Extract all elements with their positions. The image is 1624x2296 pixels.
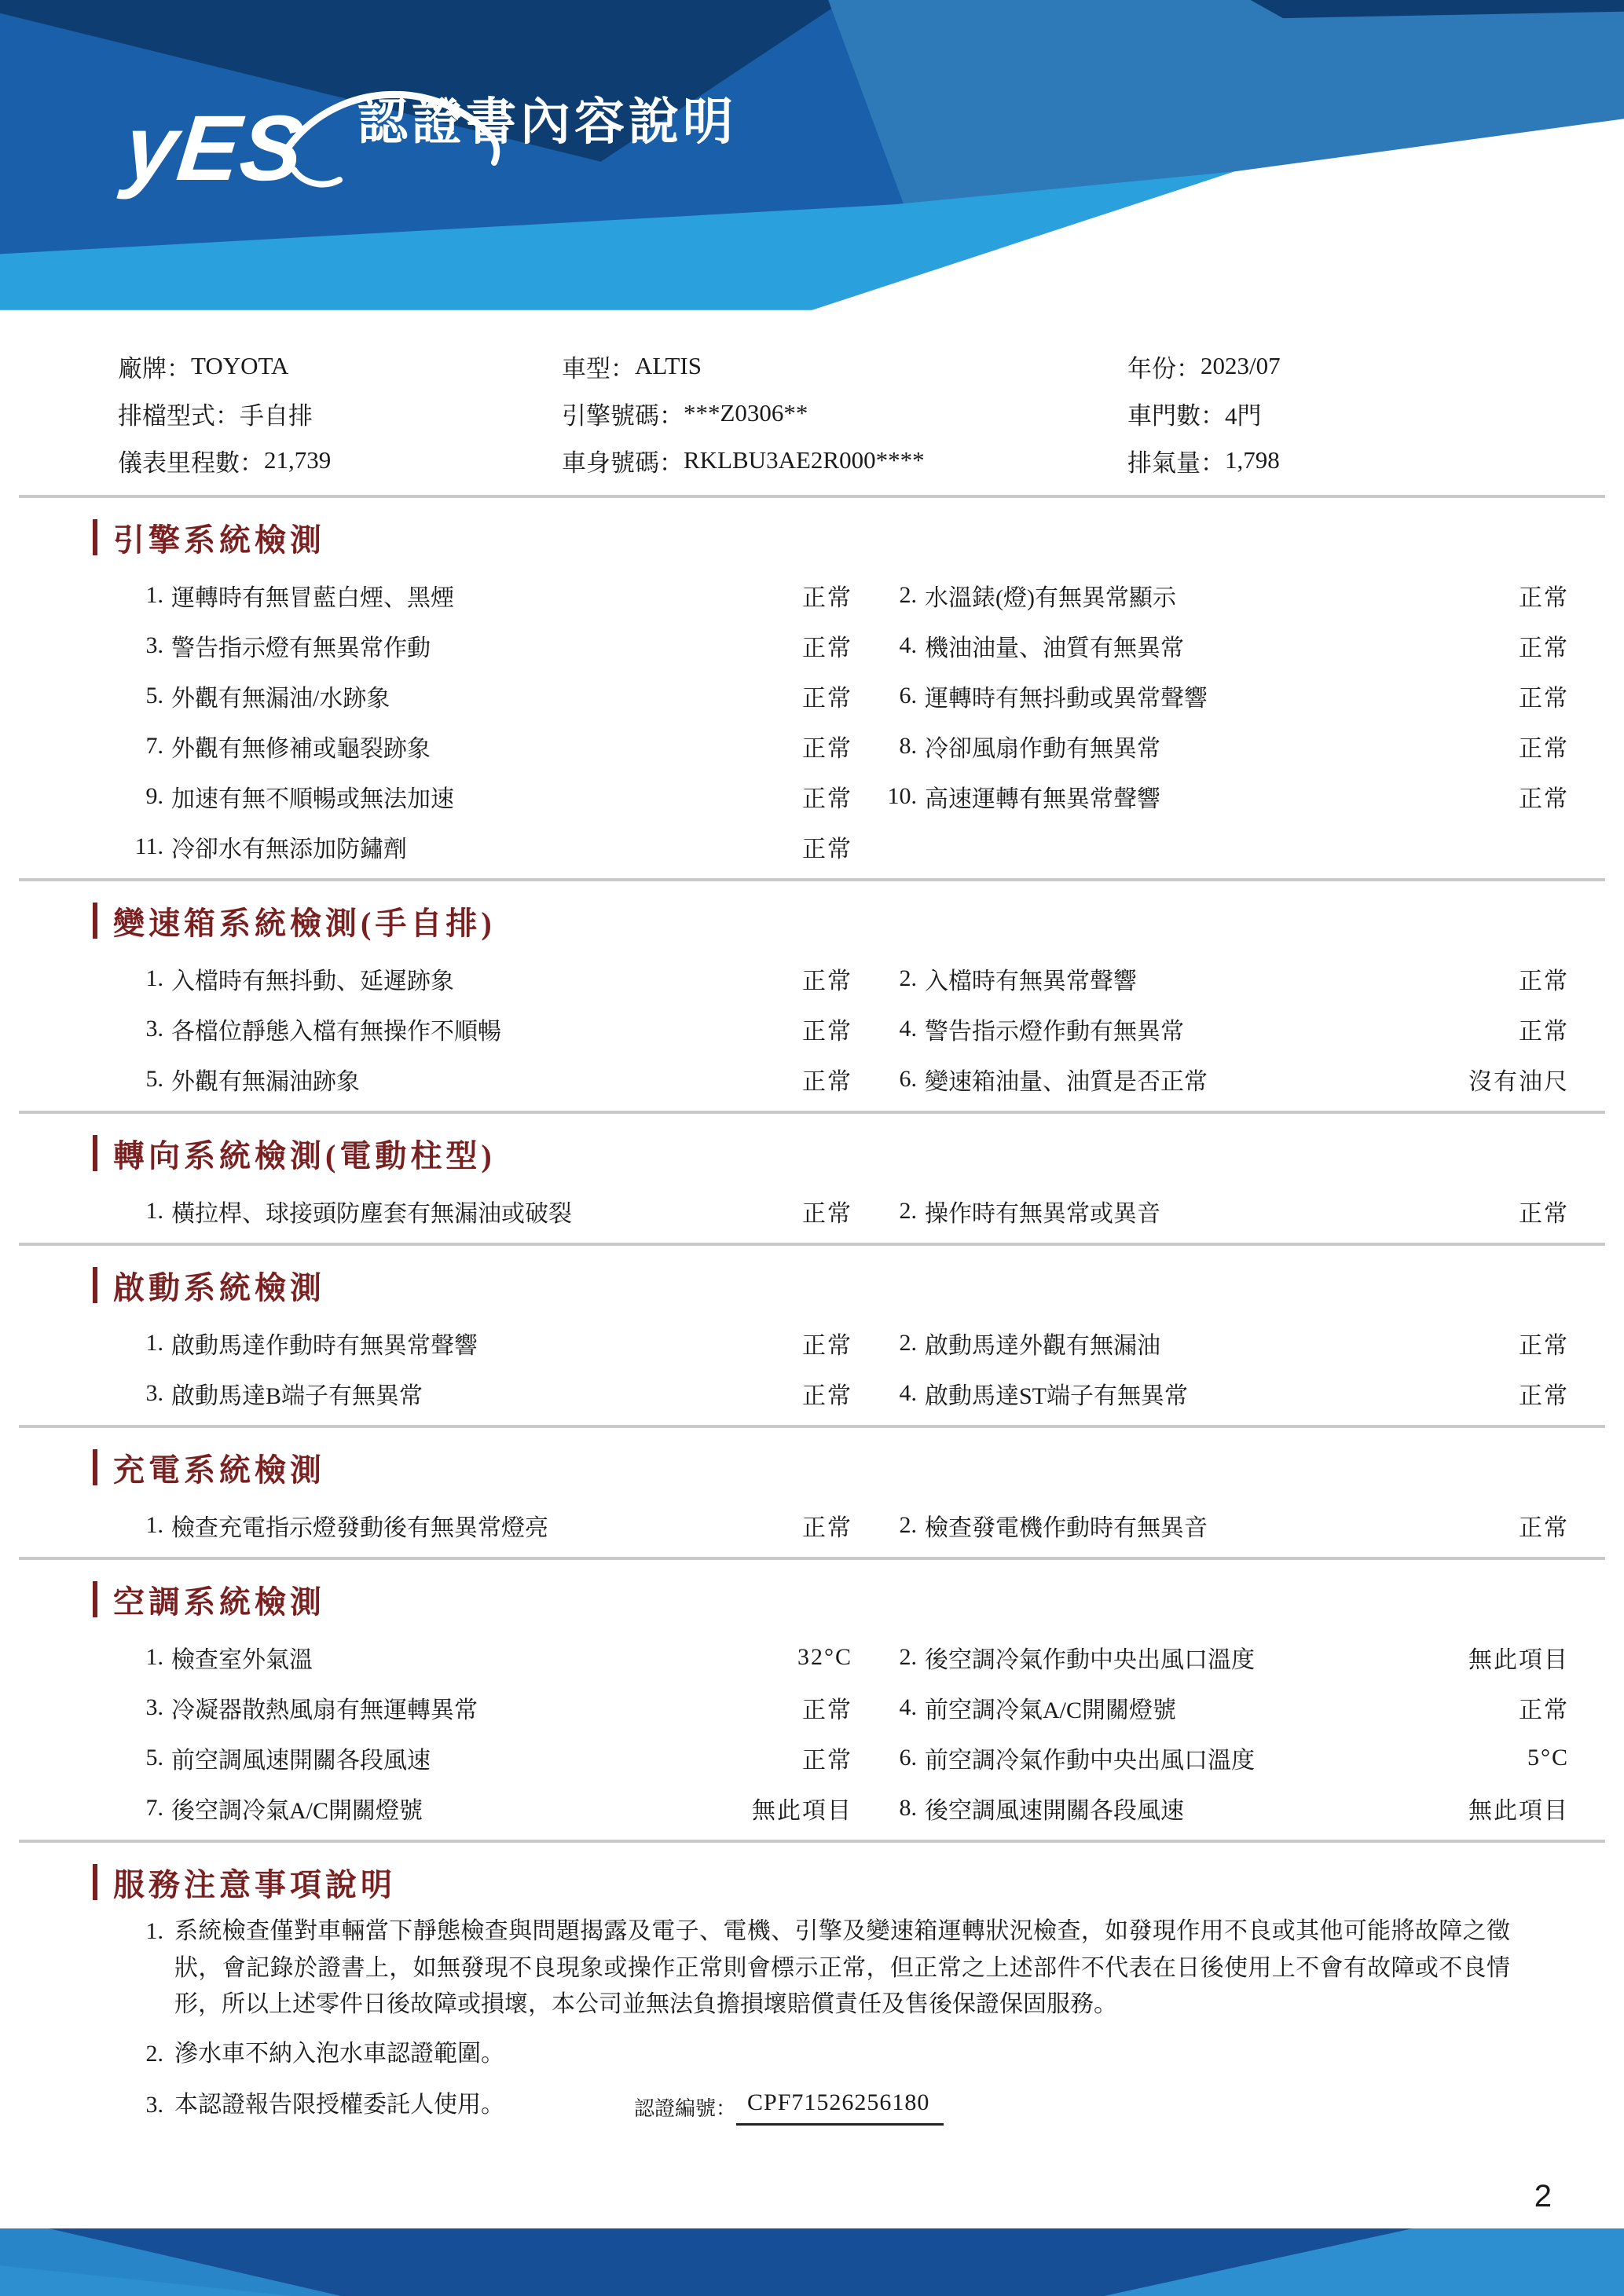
inspection-item bbox=[871, 771, 1569, 822]
item-number: 1. bbox=[145, 1198, 163, 1224]
inspection-item bbox=[871, 721, 1569, 771]
item-label: 冷卻水有無添加防鏽劑 bbox=[171, 837, 407, 862]
item-label: 啟動馬達作動時有無異常聲響 bbox=[171, 1333, 478, 1359]
inspection-item bbox=[871, 1054, 1569, 1104]
item-number: 7. bbox=[145, 733, 163, 759]
inspection-item bbox=[871, 1632, 1569, 1683]
vehicle-info-field bbox=[1127, 390, 1577, 437]
certificate-number-field bbox=[634, 2085, 944, 2126]
section-divider bbox=[19, 1840, 1605, 1843]
item-status: 正常 bbox=[802, 736, 852, 762]
item-label: 前空調風速開關各段風速 bbox=[171, 1748, 431, 1774]
note-text: 本認證報告限授權委託人使用。 bbox=[174, 2091, 504, 2118]
section-divider bbox=[19, 878, 1605, 881]
page-title: 認證書內容說明 bbox=[357, 93, 737, 150]
vehicle-info-field bbox=[118, 342, 562, 390]
item-number: 8. bbox=[899, 733, 917, 759]
item-label: 啟動馬達ST端子有無異常 bbox=[925, 1383, 1189, 1409]
section-divider bbox=[19, 1111, 1605, 1114]
inspection-item bbox=[118, 1368, 852, 1419]
item-label: 高速運轉有無異常聲響 bbox=[925, 786, 1160, 812]
item-status: 5°C bbox=[1527, 1745, 1569, 1771]
item-label: 入檔時有無異常聲響 bbox=[925, 969, 1137, 994]
inspection-item bbox=[118, 1318, 852, 1368]
inspection-item bbox=[118, 1004, 852, 1054]
item-status: 正常 bbox=[1519, 736, 1569, 762]
item-label: 運轉時有無冒藍白煙、黑煙 bbox=[171, 585, 454, 611]
info-value: ALTIS bbox=[635, 352, 702, 379]
section-items-engine bbox=[0, 566, 1624, 872]
section-title-bar bbox=[93, 519, 97, 555]
inspection-item bbox=[871, 570, 1569, 621]
item-label: 操作時有無異常或異音 bbox=[925, 1201, 1160, 1227]
item-number: 2. bbox=[899, 1198, 917, 1224]
inspection-item bbox=[871, 1318, 1569, 1368]
item-number: 7. bbox=[145, 1795, 163, 1821]
inspection-item bbox=[118, 671, 852, 721]
service-note bbox=[118, 2036, 1545, 2073]
item-label: 冷凝器散熱風扇有無運轉異常 bbox=[171, 1697, 478, 1723]
inspection-item bbox=[118, 1054, 852, 1104]
item-status: 正常 bbox=[1519, 786, 1569, 812]
item-label: 外觀有無修補或龜裂跡象 bbox=[171, 736, 431, 762]
info-value: 手自排 bbox=[240, 401, 313, 430]
section-title-bar bbox=[93, 1135, 97, 1171]
vehicle-info-field bbox=[118, 390, 562, 437]
section-items-ac bbox=[0, 1628, 1624, 1833]
vehicle-info-field bbox=[1127, 437, 1577, 484]
item-number: 10. bbox=[887, 783, 917, 809]
note-text: 滲水車不納入泡水車認證範圍。 bbox=[174, 2040, 504, 2067]
page-number: 2 bbox=[1534, 2179, 1552, 2214]
vehicle-info-column-1 bbox=[118, 342, 562, 484]
item-status: 正常 bbox=[802, 837, 852, 862]
vehicle-info-field bbox=[562, 437, 1127, 484]
item-number: 2. bbox=[899, 1330, 917, 1356]
item-status: 正常 bbox=[802, 1515, 852, 1541]
section-items-charging bbox=[0, 1496, 1624, 1551]
item-label: 冷卻風扇作動有無異常 bbox=[925, 736, 1160, 762]
vehicle-info-column-2 bbox=[562, 342, 1127, 484]
section-title-text: 服務注意事項說明 bbox=[113, 1866, 396, 1902]
item-status: 無此項目 bbox=[1468, 1798, 1569, 1824]
inspection-item bbox=[118, 1632, 852, 1683]
vehicle-info-column-3 bbox=[1127, 342, 1577, 484]
item-status: 正常 bbox=[1519, 1383, 1569, 1409]
item-status: 正常 bbox=[802, 786, 852, 812]
inspection-item bbox=[871, 1186, 1569, 1236]
item-label: 檢查充電指示燈發動後有無異常燈亮 bbox=[171, 1515, 548, 1541]
item-label: 警告指示燈作動有無異常 bbox=[925, 1019, 1184, 1045]
vehicle-info-field bbox=[562, 342, 1127, 390]
section-title-starter bbox=[0, 1266, 1624, 1304]
vehicle-info-field bbox=[1127, 342, 1577, 390]
item-status: 正常 bbox=[802, 1019, 852, 1045]
note-number: 2. bbox=[145, 2040, 163, 2067]
item-status: 正常 bbox=[802, 585, 852, 611]
info-value: 1,798 bbox=[1225, 446, 1280, 474]
inspection-item bbox=[871, 1733, 1569, 1783]
item-status: 正常 bbox=[1519, 1201, 1569, 1227]
section-divider bbox=[19, 1425, 1605, 1428]
item-number: 1. bbox=[145, 1512, 163, 1538]
inspection-item bbox=[871, 1683, 1569, 1733]
inspection-item bbox=[118, 771, 852, 822]
page-footer bbox=[0, 2228, 1624, 2296]
info-value: 4門 bbox=[1225, 401, 1262, 430]
item-status: 正常 bbox=[802, 1069, 852, 1095]
info-value: 2023/07 bbox=[1201, 352, 1281, 379]
item-status: 正常 bbox=[1519, 1333, 1569, 1359]
item-number: 4. bbox=[899, 632, 917, 658]
item-label: 各檔位靜態入檔有無操作不順暢 bbox=[171, 1019, 501, 1045]
info-label: 車門數： bbox=[1127, 401, 1225, 430]
item-label: 運轉時有無抖動或異常聲響 bbox=[925, 686, 1208, 712]
item-number: 4. bbox=[899, 1016, 917, 1042]
section-title-engine bbox=[0, 518, 1624, 556]
inspection-item bbox=[871, 671, 1569, 721]
item-status: 正常 bbox=[802, 635, 852, 661]
item-number: 3. bbox=[145, 632, 163, 658]
item-number: 2. bbox=[899, 1512, 917, 1538]
section-title-text: 引擎系統檢測 bbox=[113, 522, 325, 558]
item-label: 加速有無不順暢或無法加速 bbox=[171, 786, 454, 812]
inspection-item bbox=[118, 954, 852, 1004]
info-label: 年份： bbox=[1127, 354, 1201, 383]
section-divider bbox=[19, 1557, 1605, 1560]
section-items-steering bbox=[0, 1181, 1624, 1236]
info-value: ***Z0306** bbox=[684, 399, 808, 427]
item-number: 1. bbox=[145, 582, 163, 608]
section-title-steering bbox=[0, 1134, 1624, 1172]
inspection-item bbox=[871, 1783, 1569, 1833]
certificate-number-label: 認證編號： bbox=[634, 2097, 737, 2121]
info-label: 儀表里程數： bbox=[118, 449, 264, 477]
inspection-item bbox=[118, 721, 852, 771]
section-title-bar bbox=[93, 1449, 97, 1485]
inspection-item bbox=[871, 954, 1569, 1004]
inspection-item bbox=[118, 1683, 852, 1733]
item-number: 5. bbox=[145, 683, 163, 709]
item-number: 2. bbox=[899, 1644, 917, 1670]
certificate-body bbox=[0, 330, 1624, 2138]
vehicle-info bbox=[0, 330, 1624, 489]
item-number: 9. bbox=[145, 783, 163, 809]
info-value: TOYOTA bbox=[191, 352, 289, 379]
item-status: 無此項目 bbox=[752, 1798, 852, 1824]
section-items-starter bbox=[0, 1313, 1624, 1419]
item-number: 6. bbox=[899, 1066, 917, 1092]
section-title-bar bbox=[93, 1864, 97, 1900]
item-label: 水溫錶(燈)有無異常顯示 bbox=[925, 585, 1176, 611]
item-number: 3. bbox=[145, 1694, 163, 1720]
item-status: 正常 bbox=[1519, 969, 1569, 994]
item-status: 正常 bbox=[802, 686, 852, 712]
item-label: 啟動馬達B端子有無異常 bbox=[171, 1383, 423, 1409]
inspection-item bbox=[118, 1500, 852, 1551]
item-number: 1. bbox=[145, 1644, 163, 1670]
inspection-item bbox=[118, 1186, 852, 1236]
item-label: 前空調冷氣作動中央出風口溫度 bbox=[925, 1748, 1255, 1774]
inspection-item bbox=[871, 621, 1569, 671]
item-status: 正常 bbox=[1519, 635, 1569, 661]
item-status: 正常 bbox=[802, 1333, 852, 1359]
item-status: 正常 bbox=[1519, 585, 1569, 611]
item-status: 正常 bbox=[802, 1748, 852, 1774]
section-title-text: 變速箱系統檢測(手自排) bbox=[113, 905, 496, 941]
section-items-transmission bbox=[0, 949, 1624, 1104]
info-label: 排檔型式： bbox=[118, 401, 240, 430]
section-title-bar bbox=[93, 903, 97, 939]
info-label: 車身號碼： bbox=[562, 449, 684, 477]
item-number: 5. bbox=[145, 1745, 163, 1771]
info-label: 廠牌： bbox=[118, 354, 191, 383]
section-divider bbox=[19, 495, 1605, 498]
item-label: 後空調冷氣A/C開關燈號 bbox=[171, 1798, 423, 1824]
item-label: 檢查室外氣溫 bbox=[171, 1647, 313, 1673]
note-number: 3. bbox=[145, 2091, 163, 2118]
inspection-item bbox=[118, 570, 852, 621]
section-title-charging bbox=[0, 1448, 1624, 1486]
item-label: 入檔時有無抖動、延遲跡象 bbox=[171, 969, 454, 994]
item-label: 外觀有無漏油/水跡象 bbox=[171, 686, 390, 712]
section-title-transmission bbox=[0, 902, 1624, 939]
page-header bbox=[0, 0, 1624, 330]
service-notes bbox=[0, 1910, 1624, 2126]
item-status: 正常 bbox=[802, 969, 852, 994]
item-status: 32°C bbox=[797, 1644, 852, 1670]
inspection-item bbox=[871, 1368, 1569, 1419]
info-value: RKLBU3AE2R000**** bbox=[684, 446, 925, 474]
item-label: 後空調風速開關各段風速 bbox=[925, 1798, 1184, 1824]
section-title-text: 充電系統檢測 bbox=[113, 1452, 325, 1488]
item-label: 橫拉桿、球接頭防塵套有無漏油或破裂 bbox=[171, 1201, 572, 1227]
section-title-bar bbox=[93, 1267, 97, 1303]
item-status: 正常 bbox=[802, 1697, 852, 1723]
section-title-ac bbox=[0, 1580, 1624, 1618]
item-label: 檢查發電機作動時有無異音 bbox=[925, 1515, 1208, 1541]
vehicle-info-field bbox=[562, 390, 1127, 437]
section-title-text: 轉向系統檢測(電動柱型) bbox=[113, 1137, 496, 1174]
item-number: 1. bbox=[145, 1330, 163, 1356]
item-label: 前空調冷氣A/C開關燈號 bbox=[925, 1697, 1177, 1723]
item-status: 正常 bbox=[1519, 1019, 1569, 1045]
section-divider bbox=[19, 1243, 1605, 1246]
item-number: 8. bbox=[899, 1795, 917, 1821]
section-title-service-notes bbox=[0, 1863, 1624, 1901]
info-label: 車型： bbox=[562, 354, 635, 383]
item-label: 機油油量、油質有無異常 bbox=[925, 635, 1184, 661]
certificate-number-value: CPF71526256180 bbox=[736, 2085, 944, 2126]
section-title-text: 空調系統檢測 bbox=[113, 1584, 325, 1620]
vehicle-info-field bbox=[118, 437, 562, 484]
service-note bbox=[118, 2085, 1545, 2126]
item-status: 正常 bbox=[802, 1201, 852, 1227]
item-number: 4. bbox=[899, 1380, 917, 1406]
inspection-item bbox=[871, 1500, 1569, 1551]
item-number: 11. bbox=[134, 833, 163, 859]
inspection-item bbox=[118, 1783, 852, 1833]
item-label: 外觀有無漏油跡象 bbox=[171, 1069, 360, 1095]
note-text: 系統檢查僅對車輛當下靜態檢查與問題揭露及電子、電機、引擎及變速箱運轉狀況檢查，如發現作用不良或其他可能將故障之徵狀，會記錄於證書上，如無發現不良現象或操作正常則會標示正常，但正常之上述部件不代表在日後使用上不會有故障或不良情形，所以上述零件日後故障或損壞，本公司並無法負擔損壞賠償責任及售後保證保固服務。 bbox=[174, 1918, 1510, 2017]
info-value: 21,739 bbox=[264, 446, 332, 474]
item-status: 無此項目 bbox=[1468, 1647, 1569, 1673]
inspection-item bbox=[118, 822, 852, 872]
item-status: 正常 bbox=[1519, 1697, 1569, 1723]
item-number: 6. bbox=[899, 1745, 917, 1771]
item-number: 5. bbox=[145, 1066, 163, 1092]
inspection-item bbox=[118, 621, 852, 671]
item-number: 1. bbox=[145, 965, 163, 991]
item-status: 正常 bbox=[1519, 686, 1569, 712]
info-label: 排氣量： bbox=[1127, 449, 1225, 477]
item-label: 後空調冷氣作動中央出風口溫度 bbox=[925, 1647, 1255, 1673]
item-status: 正常 bbox=[1519, 1515, 1569, 1541]
item-number: 2. bbox=[899, 965, 917, 991]
item-status: 沒有油尺 bbox=[1468, 1069, 1569, 1095]
item-label: 警告指示燈有無異常作動 bbox=[171, 635, 431, 661]
item-label: 變速箱油量、油質是否正常 bbox=[925, 1069, 1208, 1095]
item-number: 4. bbox=[899, 1694, 917, 1720]
info-label: 引擎號碼： bbox=[562, 401, 684, 430]
section-title-text: 啟動系統檢測 bbox=[113, 1269, 325, 1305]
note-number: 1. bbox=[145, 1918, 163, 1944]
yes-logo-text: yES bbox=[120, 97, 309, 200]
item-number: 2. bbox=[899, 582, 917, 608]
item-number: 6. bbox=[899, 683, 917, 709]
inspection-item bbox=[871, 1004, 1569, 1054]
inspection-item bbox=[118, 1733, 852, 1783]
item-number: 3. bbox=[145, 1380, 163, 1406]
item-number: 3. bbox=[145, 1016, 163, 1042]
item-label: 啟動馬達外觀有無漏油 bbox=[925, 1333, 1160, 1359]
section-title-bar bbox=[93, 1581, 97, 1617]
service-note bbox=[118, 1913, 1545, 2023]
item-status: 正常 bbox=[802, 1383, 852, 1409]
